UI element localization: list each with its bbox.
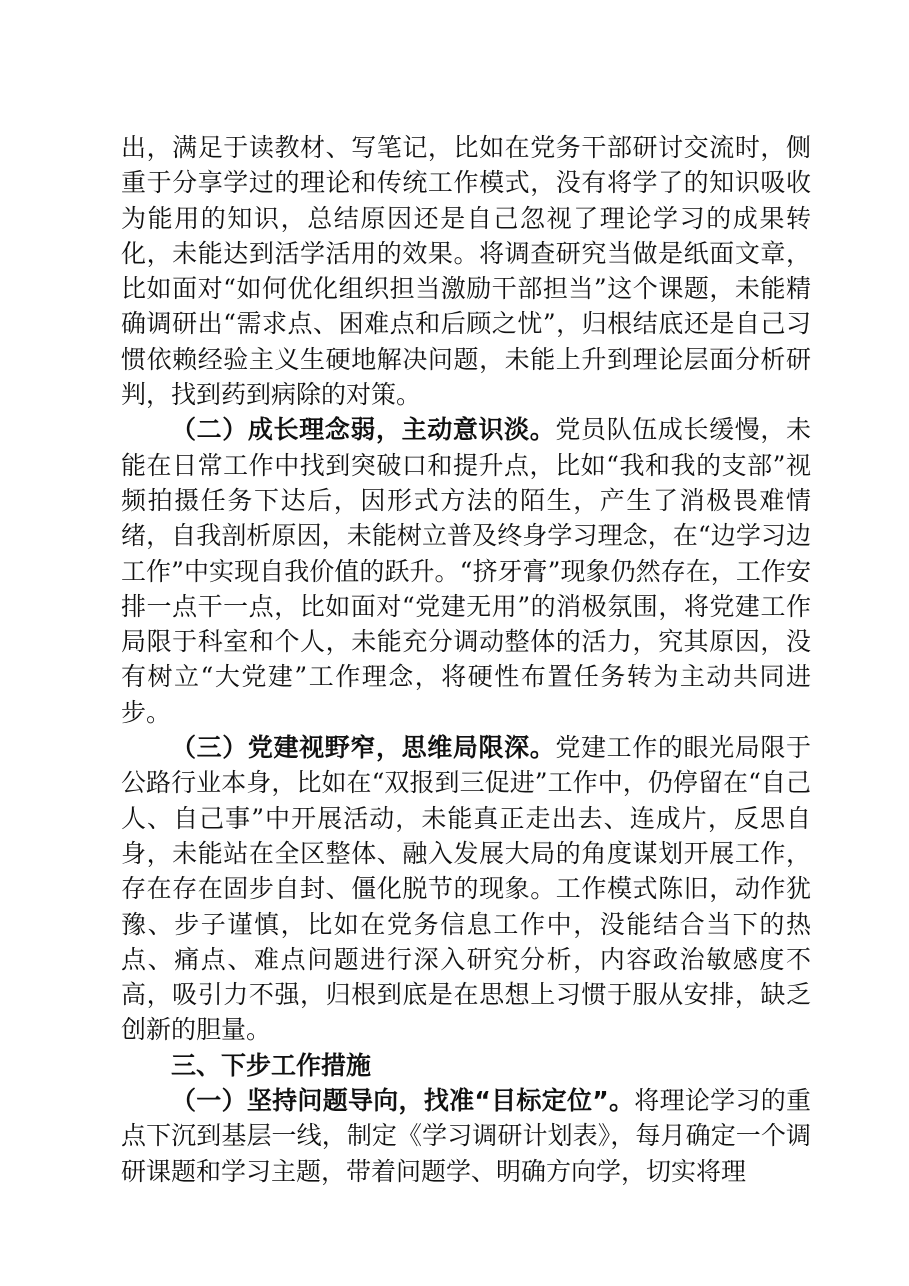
paragraph-text: 出，满足于读教材、写笔记，比如在党务干部研讨交流时，侧重于分享学过的理论和传统工作模式，没有将学了的知识吸收为能用的知识，总结原因还是自己忽视了理论学习的成果转化，未能达到活学活用的效果。将调查研究当做是纸面文章，比如面对“如何优化组织担当激励干部担当”这个课题，未能精确调研出“需求点、困难点和后顾之忧”，归根结底还是自己习惯依赖经验主义生硬地解决问题，未能上升到理论层面分析研判，找到药到病除的对策。 [121, 133, 811, 410]
paragraph-continuation [121, 130, 811, 412]
paragraph-lead-heading: （二）成长理念弱，主动意识淡。 [171, 415, 556, 445]
paragraph-lead-heading: （三）党建视野窄，思维局限深。 [171, 733, 556, 763]
paragraph-text: 党建工作的眼光局限于公路行业本身，比如在“双报到三促进”工作中，仍停留在“自己人、自己事”中开展活动，未能真正走出去、连成片，反思自身，未能站在全区整体、融入发展大局的角度谋划开展工作，存在存在固步自封、僵化脱节的现象。工作模式陈旧，动作犹豫、步子谨慎，比如在党务信息工作中，没能结合当下的热点、痛点、难点问题进行深入研究分析，内容政治敏感度不高，吸引力不强，归根到底是在思想上习惯于服从安排，缺乏创新的胆量。 [121, 733, 811, 1045]
paragraph-lead-heading: （一）坚持问题导向，找准“目标定位”。 [171, 1086, 635, 1116]
paragraph-party-vision [121, 730, 811, 1048]
paragraph-growth-concept [121, 412, 811, 730]
paragraph-problem-oriented [121, 1083, 811, 1189]
section-heading: 三、下步工作措施 [171, 1050, 372, 1080]
paragraph-text: 党员队伍成长缓慢，未能在日常工作中找到突破口和提升点，比如“我和我的支部”视频拍摄任务下达后，因形式方法的陌生，产生了消极畏难情绪，自我剖析原因，未能树立普及终身学习理念，在“边学习边工作”中实现自我价值的跃升。“挤牙膏”现象仍然存在，工作安排一点干一点，比如面对“党建无用”的消极氛围，将党建工作局限于科室和个人，未能充分调动整体的活力，究其原因，没有树立“大党建”工作理念，将硬性布置任务转为主动共同进步。 [121, 415, 811, 727]
document-body [121, 130, 811, 1189]
paragraph-text: 将理论学习的重点下沉到基层一线，制定《学习调研计划表》，每月确定一个调研课题和学习主题，带着问题学、明确方向学，切实将理 [121, 1086, 811, 1186]
